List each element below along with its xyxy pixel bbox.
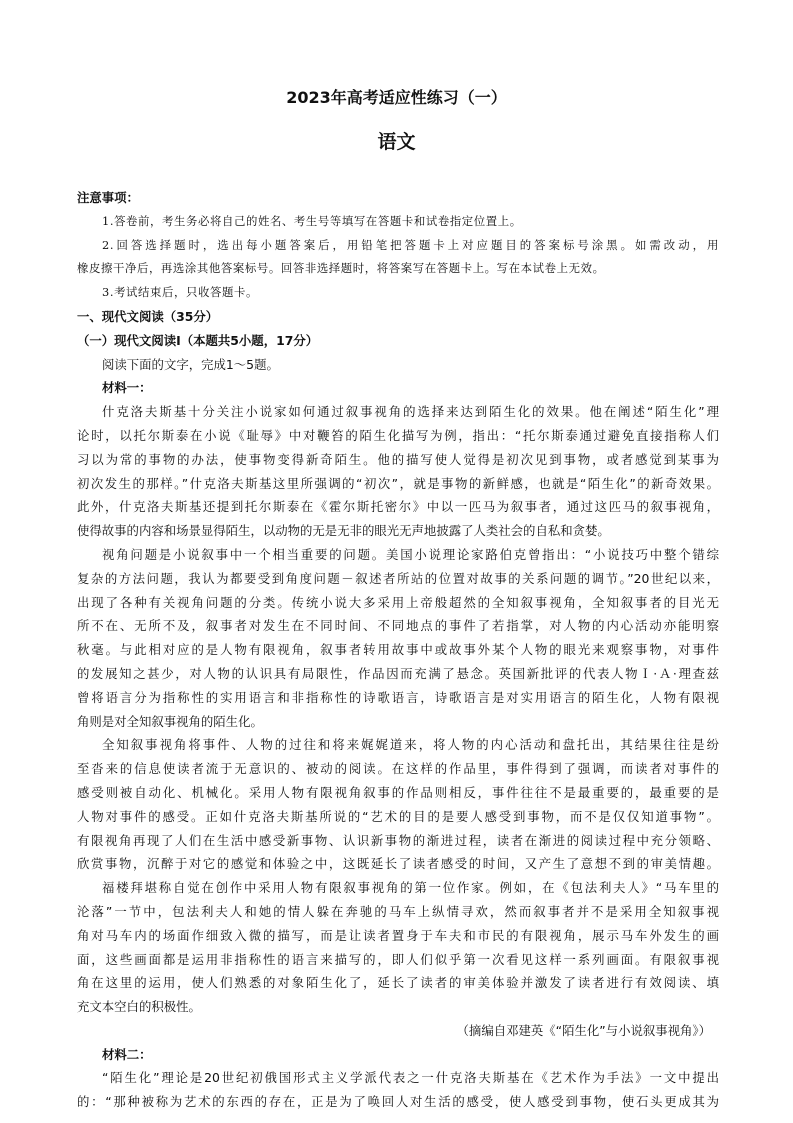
- text-line: 1.答卷前，考生务必将自己的姓名、考生号等填写在答题卡和试卷指定位置上。: [102, 213, 522, 228]
- text-line: 有限视角再现了人们在生活中感受新事物、认识新事物的渐进过程，读者在渐进的阅读过程中充分领略、: [77, 832, 719, 848]
- text-line: 全知叙事视角将事件、人物的过往和将来娓娓道来，将人物的内心活动和盘托出，其结果往往是纷: [102, 737, 719, 753]
- text-line: 2.回答选择题时，选出每小题答案后，用铅笔把答题卡上对应题目的答案标号涂黑。如需改动，用: [102, 237, 719, 252]
- text-line: 角则是对全知叙事视角的陌生化。: [77, 713, 263, 729]
- text-line: 初次发生的那样。”什克洛夫斯基这里所强调的“初次”，就是事物的新鲜感，也就是“陌生化”的新奇效果。: [77, 475, 719, 491]
- text-line: 阅读下面的文字，完成1～5题。: [102, 356, 279, 372]
- text-line: （一）现代文阅读Ⅰ（本题共5小题，17分）: [77, 332, 319, 348]
- text-line: 人物对事件的感受。正如什克洛夫斯基所说的“艺术的目的是要人感受到事物，而不是仅仅知道事物”。: [77, 808, 719, 824]
- subject-title: 语文: [377, 131, 416, 153]
- text-line: 秋毫。与此相对应的是人物有限视角，叙事者转用故事中或故事外某个人物的眼光来观察事物，对事件: [77, 642, 719, 658]
- text-line: 一、现代文阅读（35分）: [77, 308, 219, 324]
- text-line: 出现了各种有关视角问题的分类。传统小说大多采用上帝般超然的全知叙事视角，全知叙事者的目光无: [77, 594, 719, 610]
- text-line: 橡皮擦干净后，再选涂其他答案标号。回答非选择题时，将答案写在答题卡上。写在本试卷上无效。: [77, 261, 605, 276]
- text-line: 使得故事的内容和场景显得陌生，以动物的无是无非的眼光无声地披露了人类社会的自私和贪婪。: [77, 523, 610, 539]
- text-line: 沦落”一节中，包法利夫人和她的情人躲在奔驰的马车上纵情寻欢，然而叙事者并不是采用全知叙事视: [77, 903, 719, 919]
- text-line: 所不在、无所不及，叙事者对发生在不同时间、不同地点的事件了若指掌，对人物的内心活动亦能明察: [77, 618, 719, 634]
- text-line: “陌生化”理论是20世纪初俄国形式主义学派代表之一什克洛夫斯基在《艺术作为手法》一文中提出: [102, 1070, 719, 1086]
- text-line: 欣赏事物，沉醉于对它的感觉和体验之中，这既延长了读者感受的时间，又产生了意想不到的审美情趣。: [77, 856, 719, 872]
- exam-body: [77, 186, 719, 1114]
- text-line: 材料一：: [102, 380, 152, 396]
- text-line: 感受则被自动化、机械化。采用人物有限视角叙事的作品则相反，事件往往不是最重要的，最重要的是: [77, 784, 719, 800]
- text-line: 3.考试结束后，只收答题卡。: [102, 285, 258, 300]
- text-line: 的发展知之甚少，对人物的认识具有局限性，作品因而充满了悬念。英国新批评的代表人物Ｉ·Ａ·理查兹: [77, 665, 719, 681]
- text-line: 的：“那种被称为艺术的东西的存在，正是为了唤回人对生活的感受，使人感受到事物，使石头更成其为: [77, 1094, 719, 1110]
- text-line: 角在这里的运用，使人们熟悉的对象陌生化了，延长了读者的审美体验并激发了读者进行有效阅读、填: [77, 975, 719, 991]
- text-line: 充文本空白的积极性。: [77, 999, 201, 1015]
- text-line: 习以为常的事物的办法，使事物变得新奇陌生。他的描写使人觉得是初次见到事物，或者感觉到某事为: [77, 451, 719, 467]
- text-line: 论时，以托尔斯泰在小说《耻辱》中对鞭笞的陌生化描写为例，指出：“托尔斯泰通过避免直接指称人们: [77, 427, 719, 443]
- text-line: 复杂的方法问题，我认为都要受到角度问题－叙述者所站的位置对故事的关系问题的调节。”20世纪以来，: [77, 570, 719, 586]
- exam-title: 2023年高考适应性练习（一）: [286, 88, 507, 107]
- text-line: 什克洛夫斯基十分关注小说家如何通过叙事视角的选择来达到陌生化的效果。他在阐述“陌生化”理: [102, 404, 719, 420]
- text-line: 至沓来的信息使读者流于无意识的、被动的阅读。在这样的作品里，事件得到了强调，而读者对事件的: [77, 761, 719, 777]
- text-line: 视角问题是小说叙事中一个相当重要的问题。美国小说理论家路伯克曾指出：“小说技巧中整个错综: [102, 546, 719, 562]
- text-line: 材料二：: [102, 1046, 152, 1062]
- text-line: 角对马车内的场面作细致入微的描写，而是让读者置身于车夫和市民的有限视角，展示马车外发生的画: [77, 927, 719, 943]
- text-line: 此外，什克洛夫斯基还提到托尔斯泰在《霍尔斯托密尔》中以一匹马为叙事者，通过这匹马的叙事视角，: [77, 499, 719, 515]
- text-line: 曾将语言分为指称性的实用语言和非指称性的诗歌语言，诗歌语言是对实用语言的陌生化，人物有限视: [77, 689, 719, 705]
- text-line: 福楼拜堪称自觉在创作中采用人物有限叙事视角的第一位作家。例如，在《包法利夫人》“马车里的: [102, 880, 719, 896]
- text-line: （摘编自邓建英《“陌生化”与小说叙事视角》）: [456, 1022, 711, 1038]
- text-line: 面，这些画面都是运用非指称性的语言来描写的，即人们似乎第一次看见这样一系列画面。有限叙事视: [77, 951, 719, 967]
- text-line: 注意事项：: [77, 190, 139, 205]
